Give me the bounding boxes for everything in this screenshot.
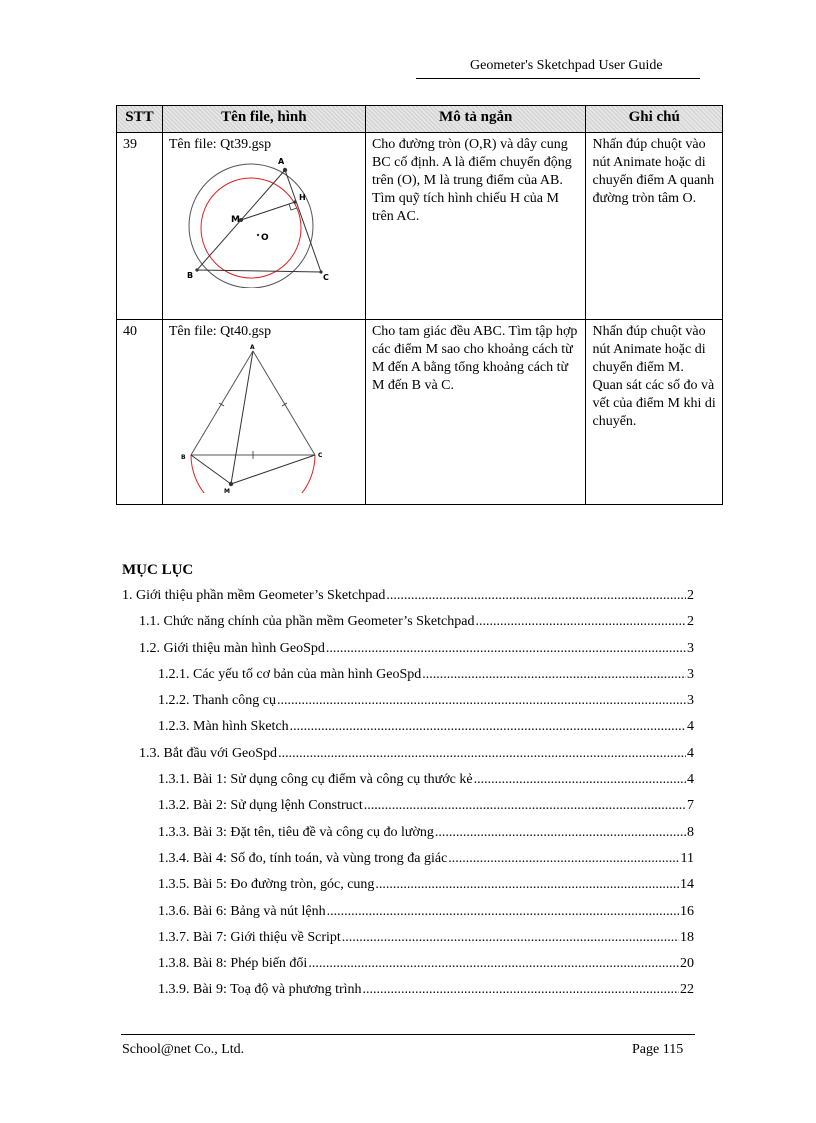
toc-entry[interactable] — [122, 614, 694, 640]
toc-leader-dots — [277, 693, 686, 709]
toc-leader-dots — [386, 588, 686, 604]
toc-entry-title: 1. Giới thiệu phần mềm Geometer’s Sketchpad — [122, 588, 386, 603]
header-rule — [416, 78, 700, 79]
file-table — [116, 105, 723, 505]
toc-entry-page: 2 — [687, 588, 694, 603]
point-o — [257, 234, 259, 236]
cell-file — [162, 133, 365, 320]
running-header-title: Geometer's Sketchpad User Guide — [470, 58, 663, 73]
toc-entry-page: 22 — [680, 982, 694, 998]
header-stt: STT — [117, 106, 163, 133]
segment-bc — [197, 270, 321, 272]
label-b: B — [180, 454, 186, 461]
toc-leader-dots — [475, 614, 686, 630]
toc-entry-page: 4 — [687, 719, 694, 735]
toc-entry[interactable] — [122, 798, 694, 824]
segment-ac — [285, 170, 321, 272]
toc-leader-dots — [364, 798, 686, 814]
toc-entry-title: 1.3. Bắt đầu với GeoSpd — [139, 745, 278, 761]
toc-entry[interactable] — [122, 877, 694, 903]
table-header-row — [117, 106, 723, 133]
table-of-contents — [122, 588, 694, 1009]
cell-file — [162, 320, 365, 505]
toc-entry-page: 2 — [687, 614, 694, 630]
toc-entry[interactable] — [122, 667, 694, 693]
file-label: Tên file: Qt40.gsp — [168, 324, 272, 339]
point-m — [229, 482, 233, 486]
toc-leader-dots — [327, 904, 679, 920]
label-c: C — [317, 452, 323, 459]
cell-stt: 40 — [117, 320, 163, 505]
cell-description: Cho đường tròn (O,R) và dây cung BC cố định. A là điểm chuyển động trên (O), M là trung điểm của AB. Tìm quỹ tích hình chiếu H của M trên AC. — [365, 133, 586, 320]
toc-entry[interactable] — [122, 588, 694, 614]
toc-leader-dots — [308, 956, 679, 972]
label-m: M — [230, 215, 240, 225]
toc-entry-title: 1.3.7. Bài 7: Giới thiệu về Script — [158, 929, 341, 945]
toc-entry-page: 3 — [687, 693, 694, 709]
toc-entry-page: 11 — [680, 850, 694, 866]
toc-entry[interactable] — [122, 693, 694, 719]
table-row — [117, 133, 723, 320]
segment-bm — [191, 455, 231, 484]
toc-leader-dots — [290, 719, 686, 735]
footer-company: School@net Co., Ltd. — [122, 1042, 245, 1057]
toc-leader-dots — [435, 825, 686, 841]
toc-entry-title: 1.3.2. Bài 2: Sử dụng lệnh Construct — [158, 798, 363, 814]
toc-entry-page: 20 — [680, 956, 694, 972]
toc-entry-title: 1.1. Chức năng chính của phần mềm Geometer’s Sketchpad — [139, 614, 475, 630]
toc-entry[interactable] — [122, 746, 694, 772]
toc-entry-page: 3 — [687, 666, 694, 682]
segment-am — [231, 351, 253, 484]
toc-entry-page: 3 — [687, 640, 694, 656]
circle-o — [186, 164, 313, 288]
toc-leader-dots — [422, 667, 686, 683]
toc-entry[interactable] — [122, 719, 694, 745]
toc-heading: MỤC LỤC — [122, 562, 194, 578]
locus-circle — [201, 178, 301, 278]
toc-leader-dots — [278, 746, 686, 762]
toc-entry[interactable] — [122, 641, 694, 667]
point-h — [293, 200, 296, 203]
header-file-name: Tên file, hình — [162, 106, 365, 133]
segment-cm — [231, 455, 315, 484]
segment-ab — [191, 351, 253, 455]
toc-leader-dots — [342, 930, 679, 946]
toc-entry-page: 7 — [687, 798, 694, 814]
toc-entry-title: 1.2.2. Thanh công cụ — [158, 693, 276, 709]
footer-page-number: Page 115 — [632, 1042, 684, 1057]
header-note: Ghi chú — [586, 106, 723, 133]
label-a: A — [249, 344, 255, 351]
toc-entry[interactable] — [122, 825, 694, 851]
label-h: H — [298, 193, 306, 202]
toc-entry-title: 1.3.9. Bài 9: Toạ độ và phương trình — [158, 982, 362, 998]
toc-entry-title: 1.3.6. Bài 6: Bảng và nút lệnh — [158, 903, 326, 919]
toc-leader-dots — [363, 982, 679, 998]
header-description: Mô tả ngắn — [365, 106, 586, 133]
cell-note: Nhấn đúp chuột vào nút Animate hoặc di chuyển điểm A quanh đường tròn tâm O. — [586, 133, 723, 320]
toc-entry-page: 14 — [680, 877, 694, 893]
toc-entry[interactable] — [122, 982, 694, 1008]
toc-entry-title: 1.3.1. Bài 1: Sử dụng công cụ điểm và công cụ thước kẻ — [158, 772, 473, 788]
toc-entry[interactable] — [122, 904, 694, 930]
label-o: O — [260, 233, 269, 243]
file-label: Tên file: Qt39.gsp — [168, 137, 272, 152]
segment-ac — [253, 351, 315, 455]
toc-leader-dots — [474, 772, 686, 788]
toc-entry-title: 1.2.1. Các yếu tố cơ bản của màn hình GeoSpd — [158, 666, 422, 682]
cell-note: Nhấn đúp chuột vào nút Animate hoặc di chuyển điểm M. Quan sát các số đo và vết của điểm M khi di chuyển. — [586, 320, 723, 505]
point-a — [283, 168, 287, 172]
toc-leader-dots — [375, 877, 679, 893]
toc-entry-page: 18 — [680, 929, 694, 945]
table-row — [117, 320, 723, 505]
point-b — [195, 268, 198, 271]
toc-entry-title: 1.3.3. Bài 3: Đặt tên, tiêu đề và công cụ đo lường — [158, 824, 434, 840]
toc-entry-title: 1.3.4. Bài 4: Số đo, tính toán, và vùng trong đa giác — [158, 850, 448, 866]
toc-entry-title: 1.3.5. Bài 5: Đo đường tròn, góc, cung — [158, 877, 375, 893]
toc-entry[interactable] — [122, 956, 694, 982]
toc-entry-page: 16 — [680, 903, 694, 919]
label-b: B — [186, 271, 193, 280]
cell-description: Cho tam giác đều ABC. Tìm tập hợp các điểm M sao cho khoảng cách từ M đến A bằng tổng khoảng cách từ M đến B và C. — [365, 320, 586, 505]
footer-rule — [121, 1034, 695, 1035]
label-c: C — [322, 273, 329, 282]
figure-qt40 — [169, 343, 329, 493]
locus-arc — [191, 455, 315, 493]
label-a: A — [277, 157, 285, 166]
toc-leader-dots — [448, 851, 679, 867]
toc-entry-title: 1.2. Giới thiệu màn hình GeoSpd — [139, 640, 325, 656]
figure-qt39 — [169, 156, 329, 288]
toc-entry-page: 8 — [687, 824, 694, 840]
toc-entry-title: 1.2.3. Màn hình Sketch — [158, 719, 289, 735]
label-m: M — [223, 488, 230, 493]
cell-stt: 39 — [117, 133, 163, 320]
toc-entry-title: 1.3.8. Bài 8: Phép biến đổi — [158, 956, 308, 972]
toc-entry[interactable] — [122, 851, 694, 877]
toc-entry[interactable] — [122, 772, 694, 798]
toc-entry-page: 4 — [687, 772, 694, 788]
toc-entry-page: 4 — [687, 745, 694, 761]
toc-leader-dots — [326, 641, 686, 657]
toc-entry[interactable] — [122, 930, 694, 956]
